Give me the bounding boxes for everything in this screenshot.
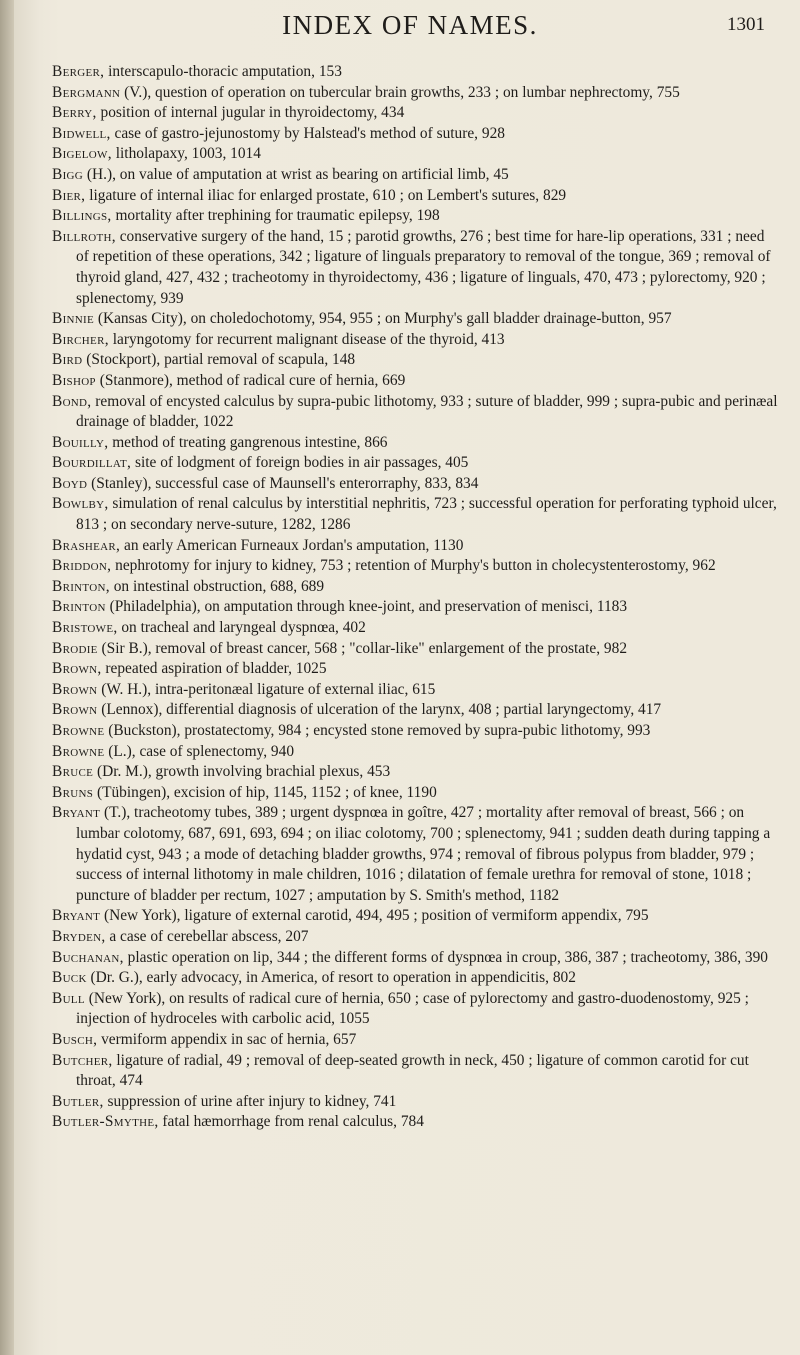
entry-text: nephrotomy for injury to kidney, 753 ; retention of Murphy's button in cholecystenterostomy, 962 — [111, 557, 716, 575]
entry-text: repeated aspiration of bladder, 1025 — [101, 660, 327, 678]
index-entry — [52, 721, 778, 742]
entry-name: Bier, — [52, 186, 86, 204]
entry-text: (Dr. G.), early advocacy, in America, of resort to operation in appendicitis, 802 — [86, 969, 576, 987]
index-entry — [52, 680, 778, 701]
entry-text: conservative surgery of the hand, 15 ; parotid growths, 276 ; best time for hare-lip operations, 331 ; need of repetition of these operations, 342 ; ligature of linguals preparatory to removal of the tongue, 369 ; removal of thyroid gland, 427, 432 ; tracheotomy in thyroidectomy, 436 ; ligature of linguals, 470, 473 ; pylorectomy, 920 ; splenectomy, 939 — [76, 227, 771, 307]
index-entry — [52, 350, 778, 371]
entry-name: Bond, — [52, 392, 92, 410]
index-entry — [52, 989, 778, 1030]
index-entry — [52, 948, 778, 969]
index-entry — [52, 124, 778, 145]
page-gutter — [0, 0, 14, 1355]
index-entry — [52, 474, 778, 495]
entry-text: (Stockport), partial removal of scapula, 148 — [82, 351, 356, 369]
index-entry — [52, 330, 778, 351]
entry-name: Berger, — [52, 63, 105, 80]
index-entry — [52, 556, 778, 577]
index-entry — [52, 227, 778, 309]
entry-text: mortality after trephining for traumatic epilepsy, 198 — [111, 207, 440, 225]
entry-name: Bishop — [52, 371, 96, 389]
entry-text: simulation of renal calculus by interstitial nephritis, 723 ; successful operation for perforating typhoid ulcer, 813 ; on secondary nerve-suture, 1282, 1286 — [76, 495, 777, 534]
entry-text: fatal hæmorrhage from renal calculus, 784 — [158, 1113, 424, 1131]
index-entry — [52, 618, 778, 639]
entry-name: Bruce — [52, 763, 94, 781]
index-entry — [52, 453, 778, 474]
entry-text: (H.), on value of amputation at wrist as bearing on artificial limb, 45 — [83, 165, 509, 183]
entry-name: Bruns — [52, 783, 94, 801]
entry-name: Brinton — [52, 598, 106, 616]
entry-name: Butcher, — [52, 1051, 113, 1069]
entry-name: Bryant — [52, 907, 101, 925]
index-entry — [52, 577, 778, 598]
entry-name: Brown — [52, 680, 98, 698]
entry-text: (Lennox), differential diagnosis of ulceration of the larynx, 408 ; partial laryngectomy, 417 — [97, 701, 662, 719]
entry-name: Brodie — [52, 639, 98, 657]
entry-name: Browne — [52, 722, 105, 739]
entry-text: case of gastro-jejunostomy by Halstead's method of suture, 928 — [110, 124, 505, 142]
index-entry — [52, 597, 778, 618]
index-entry — [52, 700, 778, 721]
entry-text: removal of encysted calculus by supra-pubic lithotomy, 933 ; suture of bladder, 999 ; supra-pubic and perinæal drainage of bladder, 1022 — [76, 392, 778, 431]
entry-name: Bird — [52, 351, 83, 369]
entry-name: Bryant — [52, 804, 101, 822]
entry-text: (L.), case of splenectomy, 940 — [104, 742, 295, 760]
entry-text: (Stanley), successful case of Maunsell's enterorraphy, 833, 834 — [87, 474, 479, 492]
page-number: 1301 — [727, 14, 765, 35]
entry-name: Buchanan, — [52, 948, 124, 966]
index-entry — [52, 1092, 778, 1113]
entry-name: Billings, — [52, 207, 112, 225]
entry-name: Bidwell, — [52, 124, 111, 142]
entry-name: Bigg — [52, 165, 84, 183]
index-entry — [52, 392, 778, 433]
entry-name: Browne — [52, 742, 105, 760]
entry-text: suppression of urine after injury to kidney, 741 — [103, 1092, 397, 1110]
entry-text: (Sir B.), removal of breast cancer, 568 ; "collar-like" enlargement of the prostate, 982 — [97, 639, 628, 657]
entry-name: Berry, — [52, 104, 97, 122]
entry-text: ligature of internal iliac for enlarged prostate, 610 ; on Lembert's sutures, 829 — [85, 186, 567, 204]
entry-name: Bull — [52, 989, 85, 1007]
index-entry — [52, 742, 778, 763]
entry-name: Bristowe, — [52, 619, 118, 637]
entry-name: Bryden, — [52, 927, 106, 945]
index-entries — [52, 62, 778, 1133]
entry-text: (Kansas City), on choledochotomy, 954, 955 ; on Murphy's gall bladder drainage-button, 957 — [94, 310, 672, 328]
entry-name: Briddon, — [52, 557, 112, 575]
entry-text: on tracheal and laryngeal dyspnœa, 402 — [117, 619, 366, 637]
index-entry — [52, 433, 778, 454]
index-entry — [52, 1112, 778, 1133]
entry-text: site of lodgment of foreign bodies in air passages, 405 — [131, 454, 469, 472]
entry-name: Butler-Smythe, — [52, 1113, 159, 1131]
running-title: INDEX OF NAMES. — [282, 10, 538, 40]
entry-name: Bourdillat, — [52, 454, 132, 472]
index-entry — [52, 639, 778, 660]
entry-name: Bouilly, — [52, 433, 109, 451]
entry-name: Busch, — [52, 1030, 98, 1048]
entry-text: (Dr. M.), growth involving brachial plexus, 453 — [93, 763, 391, 781]
page-header — [0, 10, 800, 50]
index-entry — [52, 186, 778, 207]
index-entry — [52, 144, 778, 165]
entry-text: on intestinal obstruction, 688, 689 — [109, 577, 325, 595]
entry-name: Bowlby, — [52, 495, 109, 513]
index-entry — [52, 103, 778, 124]
entry-text: (T.), tracheotomy tubes, 389 ; urgent dyspnœa in goître, 427 ; mortality after removal of breast, 566 ; on lumbar colotomy, 687, 691, 693, 694 ; on iliac colotomy, 700 ; splenectomy, 941 ; sudden death during tapping a hydatid cyst, 943 ; a mode of detaching bladder growths, 974 ; removal of fibrous polypus from bladder, 979 ; success of internal lithotomy in male children, 1016 ; dilatation of female urethra for removal of stone, 1018 ; puncture of bladder per rectum, 1027 ; amputation by S. Smith's method, 1182 — [76, 804, 771, 904]
index-entry — [52, 1051, 778, 1092]
entry-text: method of treating gangrenous intestine, 866 — [108, 433, 388, 451]
entry-text: (Stanmore), method of radical cure of hernia, 669 — [95, 371, 406, 389]
entry-text: (New York), on results of radical cure of hernia, 650 ; case of pylorectomy and gastro-duodenostomy, 925 ; injection of hydroceles with carbolic acid, 1055 — [76, 989, 749, 1028]
entry-name: Boyd — [52, 474, 88, 492]
entry-name: Butler, — [52, 1092, 104, 1110]
index-entry — [52, 165, 778, 186]
entry-name: Bircher, — [52, 330, 109, 348]
index-entry — [52, 968, 778, 989]
index-entry — [52, 83, 778, 104]
entry-name: Bergmann — [52, 83, 121, 101]
entry-text: interscapulo-thoracic amputation, 153 — [104, 63, 342, 80]
index-entry — [52, 783, 778, 804]
index-entry — [52, 762, 778, 783]
index-entry — [52, 927, 778, 948]
entry-text: (Tübingen), excision of hip, 1145, 1152 ; of knee, 1190 — [93, 783, 437, 801]
entry-text: plastic operation on lip, 344 ; the different forms of dyspnœa in croup, 386, 387 ; tracheotomy, 386, 390 — [123, 948, 768, 966]
index-entry — [52, 536, 778, 557]
entry-name: Brown, — [52, 660, 102, 678]
entry-text: (V.), question of operation on tubercular brain growths, 233 ; on lumbar nephrectomy, 755 — [120, 83, 680, 101]
entry-text: (Philadelphia), on amputation through knee-joint, and preservation of menisci, 1183 — [105, 598, 628, 616]
entry-text: vermiform appendix in sac of hernia, 657 — [97, 1030, 357, 1048]
index-entry — [52, 659, 778, 680]
entry-text: (Buckston), prostatectomy, 984 ; encysted stone removed by supra-pubic lithotomy, 993 — [104, 722, 651, 739]
entry-text: a case of cerebellar abscess, 207 — [105, 927, 309, 945]
index-entry — [52, 803, 778, 906]
entry-name: Billroth, — [52, 227, 116, 245]
entry-text: litholapaxy, 1003, 1014 — [111, 145, 261, 163]
entry-text: (New York), ligature of external carotid, 494, 495 ; position of vermiform appendix, 795 — [100, 907, 649, 925]
entry-name: Brinton, — [52, 577, 110, 595]
index-entry — [52, 906, 778, 927]
entry-name: Bigelow, — [52, 145, 112, 163]
entry-text: laryngotomy for recurrent malignant disease of the thyroid, 413 — [108, 330, 505, 348]
entry-text: an early American Furneaux Jordan's amputation, 1130 — [120, 536, 464, 554]
index-entry — [52, 494, 778, 535]
entry-name: Binnie — [52, 310, 94, 328]
entry-name: Brown — [52, 701, 98, 719]
index-entry — [52, 206, 778, 227]
index-entry — [52, 1030, 778, 1051]
index-entry — [52, 371, 778, 392]
entry-text: (W. H.), intra-peritonæal ligature of external iliac, 615 — [97, 680, 436, 698]
entry-text: ligature of radial, 49 ; removal of deep-seated growth in neck, 450 ; ligature of common carotid for cut throat, 474 — [76, 1051, 749, 1090]
index-entry — [52, 309, 778, 330]
entry-name: Brashear, — [52, 536, 121, 554]
index-entry — [52, 62, 778, 83]
entry-name: Buck — [52, 969, 87, 987]
entry-text: position of internal jugular in thyroidectomy, 434 — [96, 104, 405, 122]
